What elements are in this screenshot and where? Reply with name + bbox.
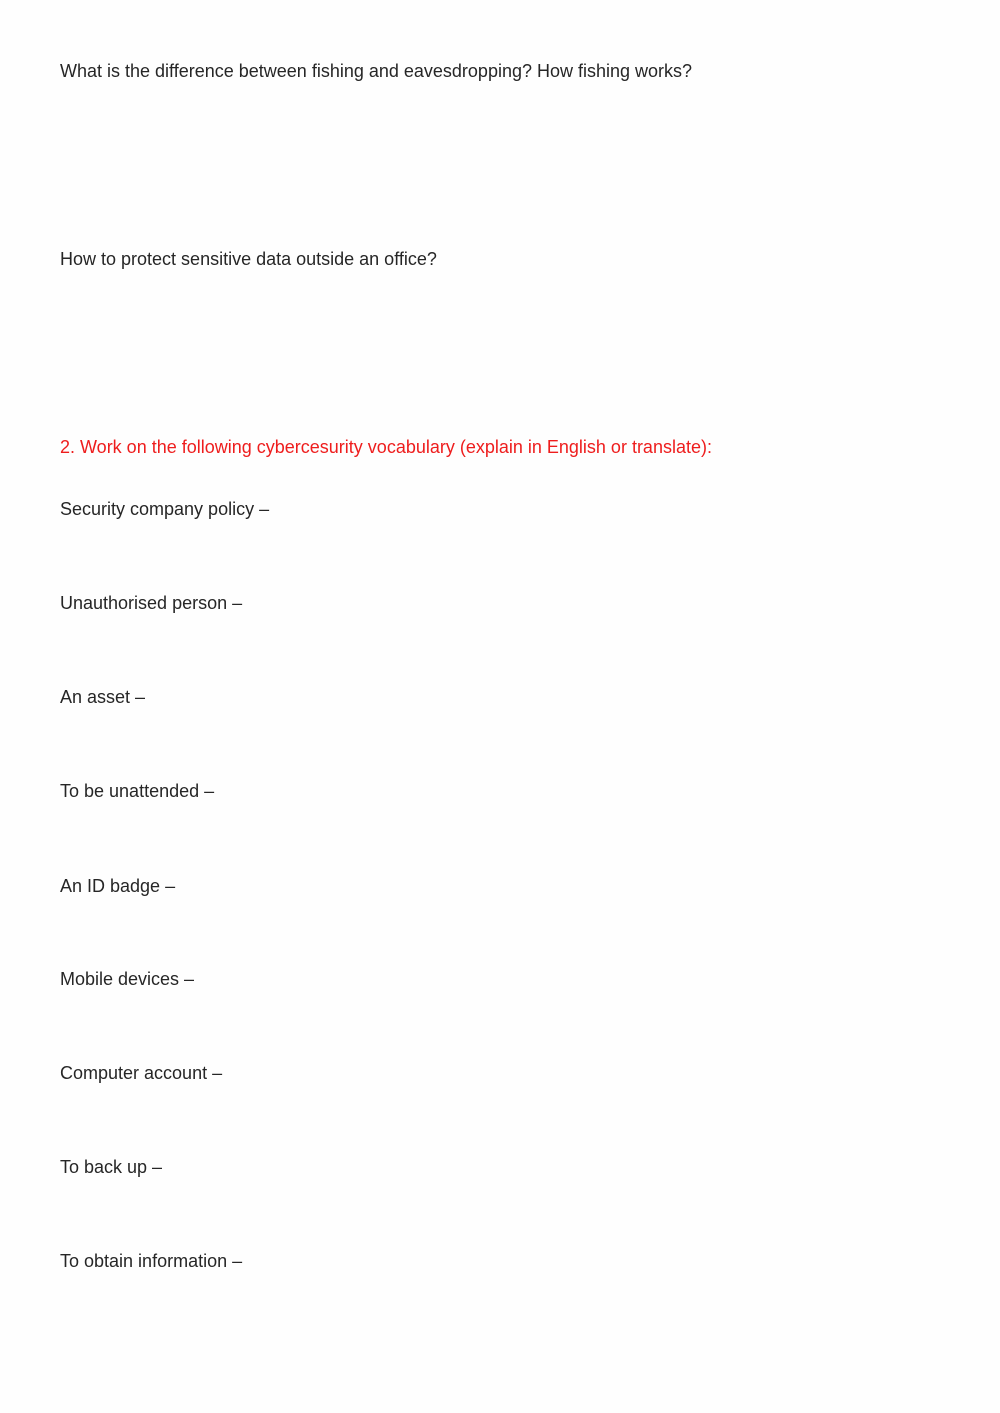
vocab-term-obtain-information: To obtain information –: [60, 1251, 243, 1271]
vocab-term-asset: An asset –: [60, 687, 146, 707]
section-2-heading: 2. Work on the following cybercesurity vocabulary (explain in English or translate):: [60, 437, 712, 457]
vocab-term-security-policy: Security company policy –: [60, 499, 270, 519]
vocab-term-unattended: To be unattended –: [60, 781, 215, 801]
vocab-term-computer-account: Computer account –: [60, 1063, 223, 1083]
vocab-term-mobile-devices: Mobile devices –: [60, 969, 195, 989]
vocab-term-unauthorised-person: Unauthorised person –: [60, 593, 243, 613]
vocab-term-back-up: To back up –: [60, 1157, 163, 1177]
vocab-term-id-badge: An ID badge –: [60, 876, 176, 896]
question-protect-sensitive-data: How to protect sensitive data outside an office?: [60, 249, 437, 269]
question-phishing-vs-eavesdropping: What is the difference between fishing and eavesdropping? How fishing works?: [60, 61, 693, 81]
